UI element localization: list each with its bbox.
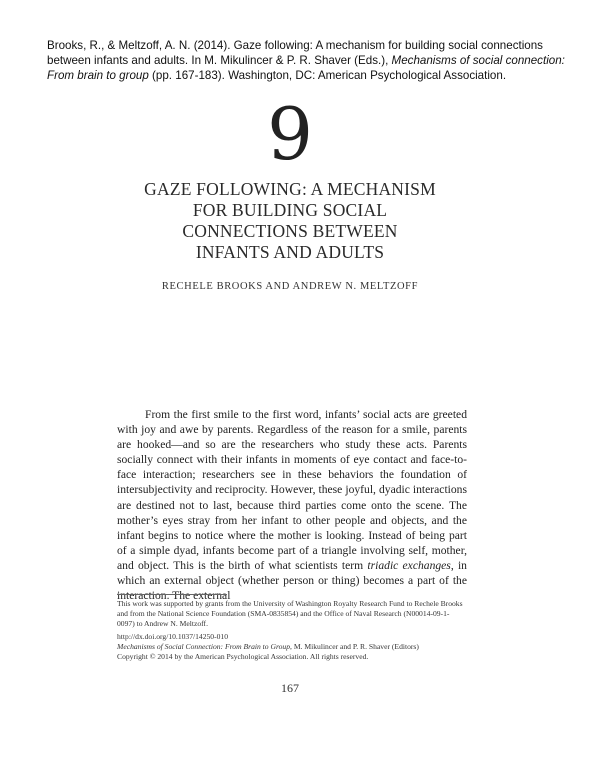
book-title: Mechanisms of Social Connection: From Brain to Group — [117, 642, 291, 652]
title-line: GAZE FOLLOWING: A MECHANISM — [144, 179, 436, 199]
funding-note: This work was supported by grants from the University of Washington Royalty Research Fund to Rechele Brooks and from the National Science Foundation (SMA-0835854) and the Office of Naval Research (N00014-09-1-0097) to Andrew N. Meltzoff. — [117, 599, 463, 628]
book-title-italic-1: Mechanisms of social connection: — [391, 54, 565, 67]
doi-link: http://dx.doi.org/10.1037/14250-010 — [117, 632, 229, 642]
title-line: CONNECTIONS BETWEEN — [182, 221, 398, 241]
page-number: 167 — [281, 681, 299, 695]
citation-header — [47, 38, 567, 83]
title-line: FOR BUILDING SOCIAL — [192, 200, 388, 220]
italic-term: triadic exchanges — [367, 558, 451, 572]
body-paragraph: From the first smile to the first word, infants’ social acts are greeted with joy and awe by parents. Regardless of the reason for a smile, parents are hooked—and so are the researchers who study these acts. Parents socially connect with their infants in moments of eye contact and face-to-face interaction; researchers see in these behaviors the foundation of intersubjectivity and reciprocity. However, these joyful, dyadic interactions are destined not to last, because third parties come onto the scene. The mother’s eyes stray from her infant to other people and objects, and the infant begins to notice where the mother is looking. Instead of being part of a simple dyad, infants become part of a triangle involving self, mother, and object. This is the birth of what scientists term triadic exchanges, in which an external object (whether person or thing) becomes a part of the interaction. The external — [117, 408, 467, 603]
footnote-divider — [117, 594, 227, 595]
citation-line-1: Brooks, R., & Meltzoff, A. N. (2014). Gaze following: A mechanism for building social connections — [47, 39, 543, 52]
chapter-title — [100, 179, 480, 263]
footnotes — [117, 599, 467, 666]
publication-info: http://dx.doi.org/10.1037/14250-010 Mechanisms of Social Connection: From Brain to Group, M. Mikulincer and P. R. Shaver (Editors) Copyright © 2014 by the American Psychological Association. All rights reserved. — [117, 632, 419, 661]
chapter-number: 9 — [267, 92, 313, 176]
book-title-italic-2: From brain to group — [47, 69, 149, 82]
chapter-authors: RECHELE BROOKS AND ANDREW N. MELTZOFF — [161, 281, 419, 292]
citation-line-3: From brain to group (pp. 167-183). Washington, DC: American Psychological Association. — [47, 69, 507, 82]
copyright-line: Copyright © 2014 by the American Psychological Association. All rights reserved. — [117, 651, 369, 661]
citation-line-2: between infants and adults. In M. Mikulincer & P. R. Shaver (Eds.), Mechanisms of social connection: — [47, 54, 565, 67]
title-line: INFANTS AND ADULTS — [195, 242, 385, 262]
